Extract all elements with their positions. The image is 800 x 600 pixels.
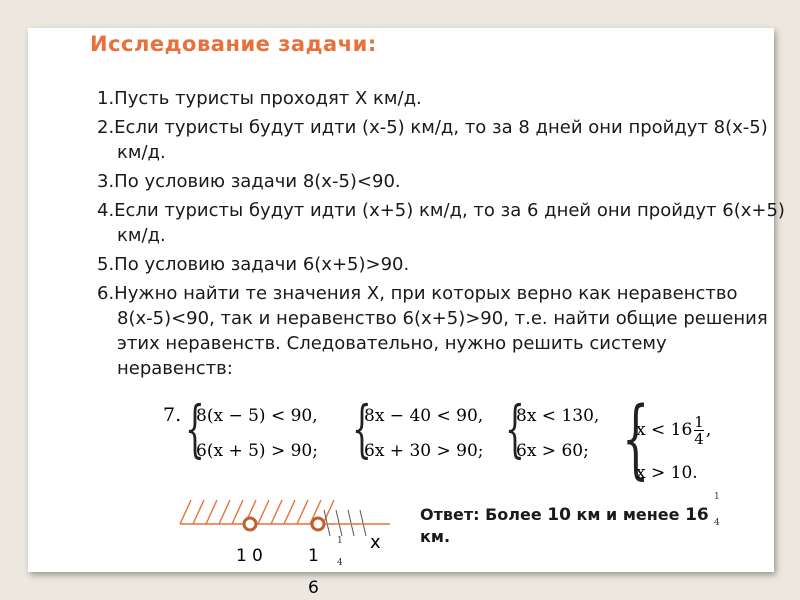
system-2-brace: {	[352, 392, 372, 465]
step-7-label: 7.	[163, 404, 182, 426]
step-6: 6.Нужно найти те значения Х, при которых верно как неравенство 8(х-5)<90, так и неравенство 6(х+5)>90, т.е. найти общие решения этих неравенств. Следовательно, нужно решить систему неравенств:	[97, 283, 778, 379]
system-4-line-2: x > 10.	[636, 463, 698, 483]
step-2: 2.Если туристы будут идти (х-5) км/д, то за 8 дней они пройдут 8(х-5) км/д.	[97, 117, 768, 163]
answer-text-b: км и менее	[570, 505, 686, 524]
step-4: 4.Если туристы будут идти (х+5) км/д, то за 6 дней они пройдут 6(х+5) км/д.	[97, 200, 785, 246]
steps-list	[97, 86, 787, 385]
answer-fraction-den: 4	[714, 518, 720, 528]
system-1-line-2: 6(x + 5) > 90;	[196, 441, 318, 461]
axis-label-x: x	[370, 532, 381, 553]
system-4-fraction	[694, 414, 704, 447]
system-2-line-1: 8x − 40 < 90,	[364, 406, 484, 426]
answer-num-b: 16	[685, 505, 709, 525]
answer-text-c: км.	[420, 527, 451, 546]
step-3: 3.По условию задачи 8(х-5)<90.	[97, 171, 401, 192]
point-16-digit-2: 6	[308, 578, 319, 598]
system-4-line-1	[636, 414, 711, 447]
system-4-brace: {	[622, 389, 650, 489]
answer-num-a: 10	[547, 505, 571, 525]
point-10-digit-1: 1	[236, 546, 247, 566]
slide-title: Исследование задачи:	[90, 32, 377, 56]
axis-fraction-den: 4	[337, 558, 343, 568]
system-4-line-1-main: x < 16	[636, 420, 693, 440]
system-3-line-2: 6x > 60;	[516, 441, 589, 461]
answer-fraction-num: 1	[714, 492, 720, 502]
system-3-line-1: 8x < 130,	[516, 406, 600, 426]
system-4-fraction-num: 1	[694, 413, 704, 431]
system-1-brace: {	[185, 392, 205, 465]
point-10-digit-2: 0	[252, 546, 263, 566]
system-4-line-1-end: ,	[705, 420, 712, 440]
point-16-digit-1: 1	[308, 546, 319, 566]
step-1: 1.Пусть туристы проходят Х км/д.	[97, 88, 422, 109]
system-1-line-1: 8(x − 5) < 90,	[196, 406, 318, 426]
system-4-fraction-den: 4	[694, 430, 704, 448]
answer-block	[420, 504, 709, 548]
axis-fraction-num: 1	[337, 536, 343, 546]
system-2-line-2: 6x + 30 > 90;	[364, 441, 484, 461]
system-3-brace: {	[505, 392, 525, 465]
step-5: 5.По условию задачи 6(х+5)>90.	[97, 254, 410, 275]
answer-text-a: Ответ: Более	[420, 505, 548, 524]
